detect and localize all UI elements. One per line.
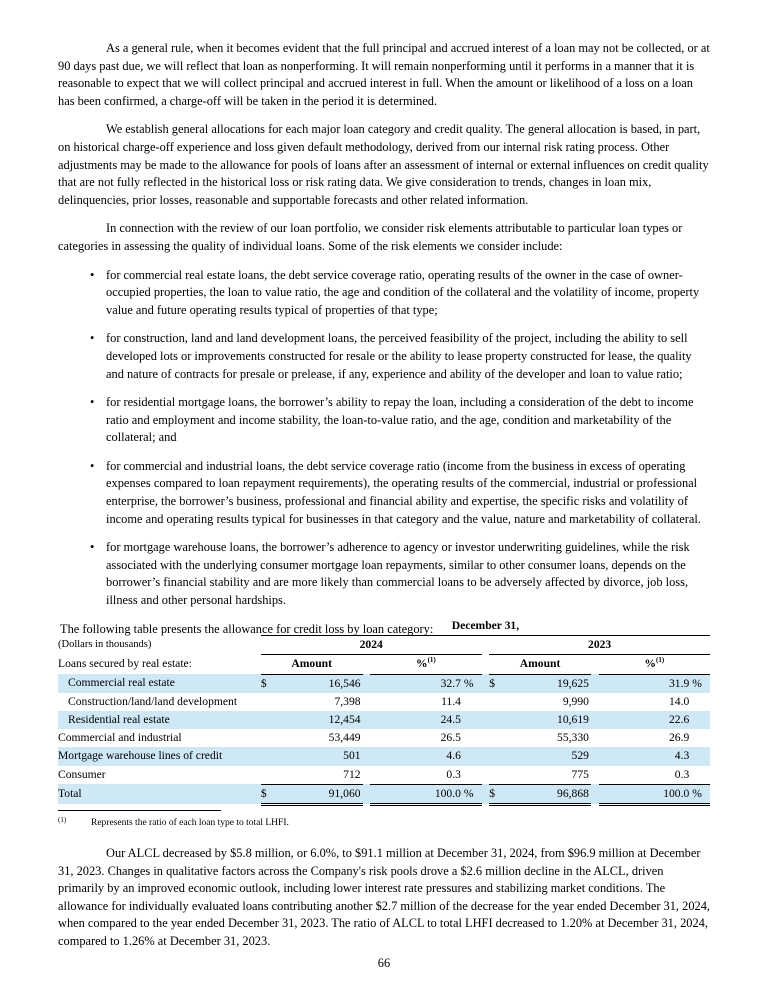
amount-2024-header: Amount (261, 655, 363, 674)
table-intro: The following table presents the allowance for credit loss by loan category: (60, 621, 434, 636)
units-label: (Dollars in thousands) (58, 639, 152, 651)
list-item: • for residential mortgage loans, the borrower’s ability to repay the loan, including a consideration of the debt to income ratio and employment and income stability, the loan-to-value ratio, and the age, condition and marketability of the collateral; and (90, 395, 694, 445)
table-header-columns (58, 655, 710, 674)
table-row: Commercial and industrial 53,449 26.5 55,330 26.9 (58, 731, 690, 745)
table-row: Consumer 712 0.3 775 0.3 (58, 766, 710, 785)
table-header-years (58, 636, 710, 655)
page-number: 66 (377, 956, 391, 970)
footnote-divider (58, 810, 221, 811)
year-2023-header: 2023 (489, 636, 710, 655)
list-item: • for construction, land and land development loans, the perceived feasibility of the project, including the ability to sell developed lots or improvements constructed for resale or the ability to lease property constructed for lease, the quality and nature of contracts for presale or prelease, if any, experience and ability of the developer and loan to value ratio; (90, 331, 692, 381)
section-label: Loans secured by real estate: (58, 657, 192, 671)
footnote-mark: (1) (58, 816, 67, 824)
document-body (58, 40, 710, 638)
list-item: • for mortgage warehouse loans, the borrower’s adherence to agency or investor underwriting guidelines, while the risk associated with the underlying consumer mortgage loan repayments, similar to other consumer loans, depends on the borrower’s financial stability and are more likely than commercial loans to be adversely affected by divorce, job loss, illness and other personal hardships. (90, 540, 690, 608)
paragraph-nonperforming: As a general rule, when it becomes evident that the full principal and accrued interest of a loan may not be collected, or at 90 days past due, we will reflect that loan as nonperforming. It will remain nonperforming until it performs in a manner that it is reasonable to expect that we will collect principal and accrued interest in full. When the amount or likelihood of a loss on a loan has been confirmed, a charge-off will be taken in the period it is determined. (58, 41, 710, 108)
table-header-period (58, 617, 710, 636)
table-row: Commercial real estate $ 16,546 32.7 % $ 19,625 31.9 % (58, 674, 710, 693)
list-item: • for commercial and industrial loans, the debt service coverage ratio (income from the business in excess of operating expenses compared to loan repayment requirements), the operating results of the commercial, industrial or professional enterprise, the borrower’s business, professional and financial ability and expertise, the specific risks and volatility of income and operating results typical for businesses in that category and the value, nature and marketability of collateral. (90, 458, 701, 526)
pct-2024-header: %$^{(1)}$ (370, 655, 481, 674)
paragraph-general-allocations: We establish general allocations for each major loan category and credit quality. The general allocation is based, in part, on historical charge-off experience and loss given default methodology, derived from our internal risk rating process. Other adjustments may be made to the allowance for pools of loans after an assessment of internal or external influences on credit quality that are not fully reflected in the historical loss or risk rating data. We give consideration to trends, changes in loan mix, delinquencies, prior losses, reasonable and supportable forecasts and other related information. (58, 122, 709, 207)
year-2024-header: 2024 (261, 636, 482, 655)
table-row: Mortgage warehouse lines of credit 501 4.6 529 4.3 (58, 747, 710, 765)
table-row: Residential real estate 12,454 24.5 10,619 22.6 (58, 711, 710, 729)
paragraph-alcl-summary: Our ALCL decreased by $5.8 million, or 6.0%, to $91.1 million at December 31, 2024, from $96.9 million at December 31, 2023. Changes in qualitative factors across the Company's risk pools drove a $2.6 million decline in the ALCL, driven primarily by an improved economic outlook, including lower interest rate pressures and stabilizing market conditions. The allowance for individually evaluated loans contributing another $2.7 million of the decrease for the year ended December 31, 2024, when compared to the year ended December 31, 2023. The ratio of ALCL to total LHFI decreased to 1.20% at December 31, 2024, compared to 1.26% at December 31, 2023. (58, 846, 711, 948)
bullet-icon: • (90, 331, 95, 346)
footnote-text: Represents the ratio of each loan type to total LHFI. (91, 818, 289, 828)
bullet-icon: • (90, 540, 95, 555)
risk-elements-list (58, 267, 710, 610)
list-item: • for commercial real estate loans, the debt service coverage ratio, operating results of the owner in the case of owner-occupied properties, the loan to value ratio, the age and condition of the collateral and the volatility of income, property value and future operating results typical of properties of that type; (90, 267, 700, 317)
bullet-icon: • (90, 395, 95, 410)
bullet-icon: • (90, 458, 95, 473)
table-row-total: Total $ 91,060 100.0 % $ 96,868 100.0 % (58, 784, 710, 804)
table-row: Construction/land/land development 7,398 11.4 9,990 14.0 (68, 694, 690, 708)
amount-2023-header: Amount (489, 655, 591, 674)
bullet-icon: • (90, 267, 95, 282)
paragraph-risk-elements: In connection with the review of our loan portfolio, we consider risk elements attributable to particular loan types or categories in assessing the quality of individual loans. Some of the risk elements we consider include: (58, 221, 683, 253)
period-header: December 31, (261, 617, 710, 636)
footnote (58, 813, 289, 830)
allowance-table (58, 617, 710, 806)
pct-2023-header: %$^{(1)}$ (599, 655, 710, 674)
